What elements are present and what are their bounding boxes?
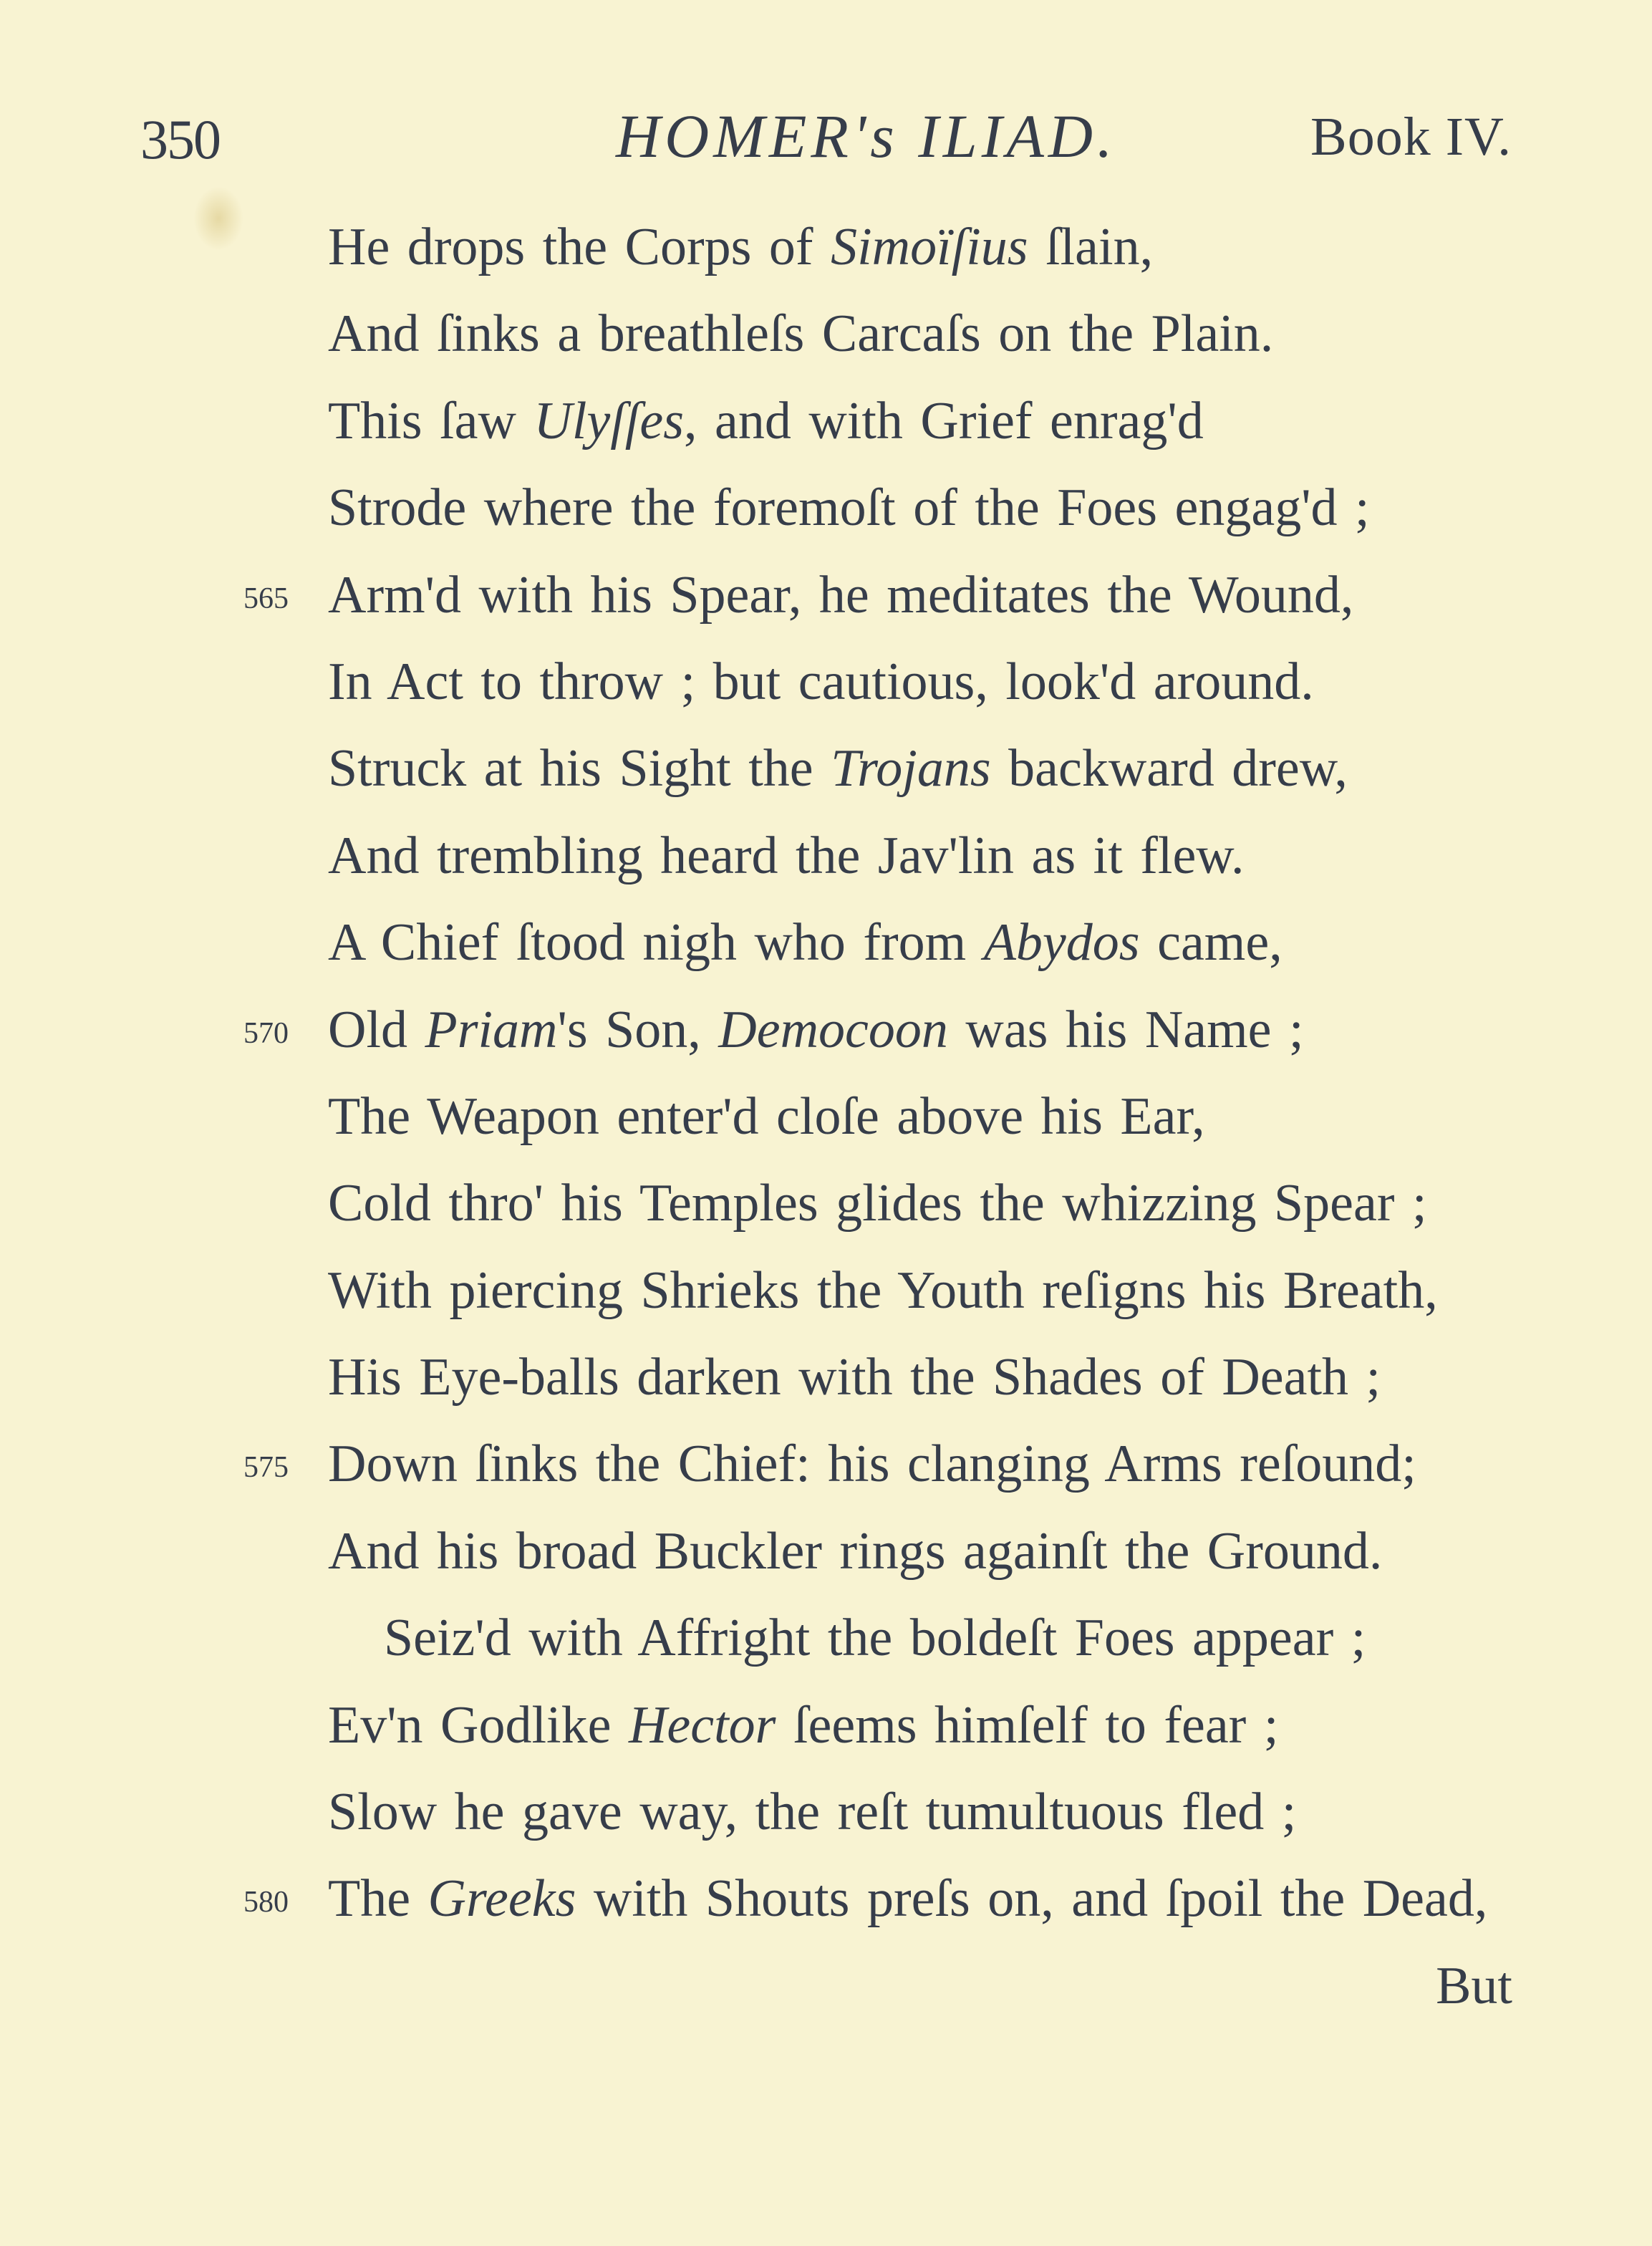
verse-line	[0, 208, 1652, 294]
verse-text	[328, 729, 1348, 808]
verse-segment: Arm'd with his Spear, he meditates the Wound,	[328, 565, 1354, 625]
italic-name: Abydos	[983, 913, 1140, 973]
verse-text	[328, 642, 1314, 721]
italic-name: Priam	[425, 1000, 558, 1059]
verse-line	[0, 642, 1652, 729]
verse-text	[328, 1859, 1487, 1938]
verse-text	[328, 1164, 1427, 1243]
verse-text	[328, 468, 1370, 547]
verse-segment: Old	[328, 1000, 425, 1059]
verse-segment: His Eye-balls darken with the Shades of Death ;	[328, 1348, 1381, 1407]
verse-text	[384, 1599, 1366, 1677]
verse-text	[328, 991, 1304, 1069]
line-number: 565	[243, 582, 289, 615]
verse-line	[0, 991, 1652, 1077]
verse-text	[328, 1773, 1296, 1851]
verse-segment: He drops the Corps of	[328, 218, 831, 276]
verse-text	[328, 208, 1153, 286]
verse-segment: came,	[1139, 913, 1283, 973]
verse-segment: And trembling heard the Jav'lin as it flew.	[328, 826, 1245, 885]
verse-line	[0, 1164, 1652, 1250]
verse-line	[0, 382, 1652, 468]
verse-line	[0, 1425, 1652, 1511]
catchword-row	[0, 1947, 1652, 2033]
verse-line	[0, 816, 1652, 903]
verse-segment: And ſinks a breathleſs Carcaſs on the Plain.	[328, 304, 1274, 364]
verse-segment: Struck at his Sight the	[328, 739, 831, 799]
verse-segment: 's Son,	[557, 1000, 719, 1059]
page-number: 350	[140, 108, 220, 170]
italic-name: Greeks	[428, 1869, 576, 1929]
verse-segment: Down ſinks the Chief: his clanging Arms reſound;	[328, 1435, 1416, 1494]
verse-text	[328, 294, 1273, 373]
verse-text	[328, 382, 1204, 461]
verse-line	[0, 729, 1652, 816]
verse-segment: Strode where the foremoſt of the Foes engag'd ;	[328, 478, 1370, 538]
verse-body	[0, 208, 1652, 2033]
verse-segment: The Weapon enter'd cloſe above his Ear,	[328, 1086, 1205, 1146]
verse-text	[328, 1425, 1416, 1503]
verse-segment: A Chief ſtood nigh who from	[328, 913, 984, 973]
line-number: 580	[243, 1886, 289, 1919]
verse-segment: And his broad Buckler rings againſt the Ground.	[328, 1521, 1383, 1581]
verse-segment: In Act to throw ; but cautious, look'd around.	[328, 652, 1314, 711]
catchword: But	[1436, 1956, 1512, 2015]
verse-segment: Cold thro' his Temples glides the whizzing Spear ;	[328, 1174, 1427, 1233]
verse-segment: The	[328, 1869, 428, 1929]
verse-line	[0, 1599, 1652, 1685]
verse-segment: Seiz'd with Affright the boldeſt Foes appear ;	[384, 1609, 1366, 1668]
verse-text	[328, 903, 1283, 982]
verse-segment: This ſaw	[328, 391, 534, 450]
verse-line	[0, 556, 1652, 642]
italic-name: Ulyſſes	[533, 391, 685, 450]
verse-line	[0, 1338, 1652, 1425]
verse-segment: Slow he gave way, the reſt tumultuous fled ;	[328, 1783, 1297, 1842]
verse-text	[328, 556, 1353, 635]
verse-text	[328, 1512, 1382, 1591]
verse-segment: with Shouts preſs on, and ſpoil the Dead,	[576, 1869, 1488, 1929]
verse-segment: ſlain,	[1028, 218, 1154, 276]
verse-segment: , and with Grief enrag'd	[684, 391, 1204, 450]
verse-line	[0, 1686, 1652, 1773]
italic-name: Simoïſius	[831, 218, 1028, 276]
italic-name: Hector	[628, 1695, 776, 1755]
verse-line	[0, 1251, 1652, 1338]
verse-text	[328, 1077, 1205, 1156]
line-number: 575	[243, 1451, 289, 1485]
verse-text	[328, 1251, 1438, 1330]
verse-text	[328, 1338, 1381, 1417]
verse-segment: Ev'n Godlike	[328, 1695, 629, 1755]
verse-segment: With piercing Shrieks the Youth reſigns his Breath,	[328, 1261, 1438, 1320]
verse-text	[328, 816, 1244, 895]
verse-segment: was his Name ;	[947, 1000, 1304, 1059]
verse-line	[0, 1859, 1652, 1946]
verse-line	[0, 1512, 1652, 1599]
verse-line	[0, 1773, 1652, 1859]
verse-line	[0, 1077, 1652, 1164]
verse-text	[328, 1686, 1278, 1765]
verse-segment: ſeems himſelf to fear ;	[776, 1695, 1279, 1755]
verse-line	[0, 294, 1652, 381]
line-number: 570	[243, 1016, 289, 1050]
book-label: Book IV.	[1310, 107, 1512, 167]
verse-line	[0, 903, 1652, 990]
verse-line	[0, 468, 1652, 555]
italic-name: Democoon	[718, 1000, 948, 1059]
italic-name: Trojans	[831, 739, 991, 799]
verse-segment: backward drew,	[990, 739, 1348, 799]
running-title: HOMER's ILIAD.	[616, 102, 1117, 170]
